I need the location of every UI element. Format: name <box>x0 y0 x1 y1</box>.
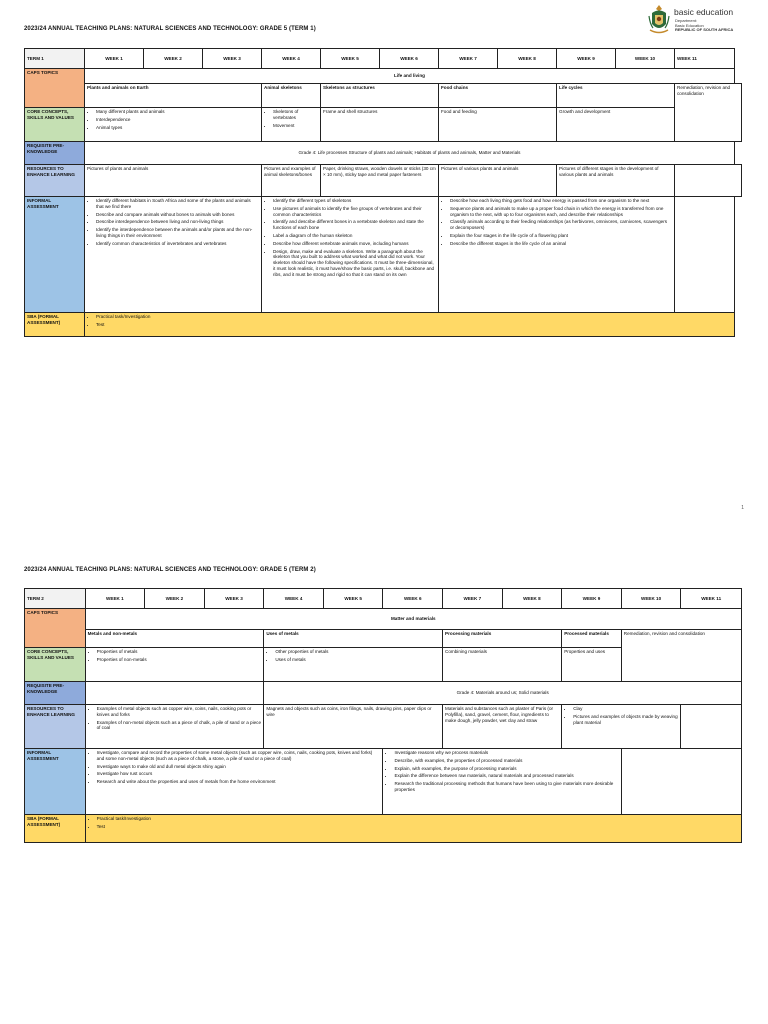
informal-cell <box>85 197 262 313</box>
prereq-empty <box>85 682 264 705</box>
list-item: • Research the traditional processing methods that humans have been using to give materials more desirable properties <box>394 781 618 793</box>
logo-brand: basic education <box>674 7 734 17</box>
topic: Processed materials <box>562 630 622 648</box>
list-item: • Explain, with examples, the purpose of processing materials <box>394 766 618 772</box>
prereq-text: Grade 4: Life processes Structure of plants and animals; Habitats of plants and animals, Matter and Materials <box>85 142 735 165</box>
prereq-text: Grade 4: Materials around us; Solid materials <box>264 682 742 705</box>
resource-cell: Paper, drinking straws, wooden dowels or sticks (30 cm × 10 mm), sticky tape and metal paper fasteners <box>321 165 439 197</box>
week-header: WEEK 7 <box>439 49 498 69</box>
resources-row <box>25 705 742 749</box>
topics-row <box>25 84 742 108</box>
week-header: WEEK 9 <box>557 49 616 69</box>
list-item: • Properties of metals <box>97 649 262 655</box>
core-cell <box>262 108 321 142</box>
sba-row <box>25 313 742 337</box>
caps-topics-label: CAPS TOPICS <box>25 69 85 108</box>
informal-cell <box>85 749 383 815</box>
week-header: WEEK 3 <box>203 49 262 69</box>
resources-row <box>25 165 742 197</box>
list-item: • Practical task/Investigation <box>96 314 732 320</box>
list-item: • Describe the different stages in the life cycle of an animal <box>450 241 672 247</box>
week-header: WEEK 1 <box>85 49 144 69</box>
week-header: WEEK 2 <box>145 589 205 609</box>
list-item: • Practical task/Investigation <box>97 816 739 822</box>
resource-cell-empty <box>681 705 742 749</box>
topic: Uses of metals <box>264 630 443 648</box>
list-item: • Test <box>97 824 739 830</box>
informal-cell-empty <box>621 749 741 815</box>
week-header: WEEK 2 <box>144 49 203 69</box>
informal-label: INFORMAL ASSESSMENT <box>25 197 85 313</box>
term2-table <box>24 588 742 843</box>
strand-row <box>25 609 742 630</box>
resources-label: RESOURCES TO ENHANCE LEARNING <box>25 165 85 197</box>
header-row <box>25 49 742 69</box>
list-item: • Clay <box>573 706 678 712</box>
list-item: • Explain the four stages in the life cycle of a flowering plant <box>450 233 672 239</box>
list-item: • Properties of non-metals <box>97 657 262 663</box>
list-item: • Use pictures of animals to identify the five groups of vertebrates and their common characteristics <box>273 206 436 218</box>
week-header: WEEK 11 <box>675 49 735 69</box>
list-item: • Describe and compare animals without bones to animals with bones <box>96 212 259 218</box>
list-item: • Design, draw, make and evaluate a skeleton. Write a paragraph about the skeleton that you built to address what worked and what did not work. Your skeleton should have the following specifications. It must be three-dimensional, it must look realistic, it must have/show the basic parts, i.e. skull, backbone and ribs, and it must be strong and rigid so that it can stand on its own <box>273 249 436 278</box>
list-item: • Sequence plants and animals to make up a proper food chain in which the energy is transferred from one organism to the next, with up to four organisms each, and describe their relationships <box>450 206 672 218</box>
list-item: • Investigate, compare and record the properties of some metal objects (such as copper wire, coins, nails, cooking pots, knives and forks) and some non-metal objects (such as a piece of chalk, a stone, a pile of sand or a piece of coal) <box>97 750 381 762</box>
resource-cell: Pictures of different stages in the development of various plants and animals <box>557 165 675 197</box>
list-item: • Identify the different types of skeletons <box>273 198 436 204</box>
topic: Metals and non-metals <box>85 630 264 648</box>
list-item: • Pictures and examples of objects made by weaving plant material <box>573 714 678 726</box>
core-cell: Food and feeding <box>439 108 557 142</box>
list-item: • Uses of metals <box>275 657 440 663</box>
list-item: • Other properties of metals <box>275 649 440 655</box>
list-item: • Interdependence <box>96 117 259 123</box>
informal-cell <box>439 197 675 313</box>
week-header: WEEK 4 <box>264 589 324 609</box>
topic: Animal skeletons <box>262 84 321 108</box>
list-item: • Many different plants and animals <box>96 109 259 115</box>
topic: Processing materials <box>443 630 562 648</box>
core-cell <box>264 648 443 682</box>
sba-label: SBA (FORMAL ASSESSMENT) <box>25 815 86 843</box>
list-item: • Animal types <box>96 125 259 131</box>
list-item: • Identify common characteristics of invertebrates and vertebrates <box>96 241 259 247</box>
informal-row <box>25 749 742 815</box>
strand-row <box>25 69 742 84</box>
week-header: WEEK 9 <box>562 589 622 609</box>
resource-cell: Magnets and objects such as coins, iron filings, nails, drawing pins, paper clips or wire <box>264 705 443 749</box>
topic: Life cycles <box>557 84 675 108</box>
week-header: WEEK 10 <box>616 49 675 69</box>
core-cell: Growth and development <box>557 108 675 142</box>
list-item: • Investigate reasons why we process materials <box>394 750 618 756</box>
term2-title: 2023/24 ANNUAL TEACHING PLANS: NATURAL SCIENCES AND TECHNOLOGY: GRADE 5 (TERM 2) <box>24 567 316 573</box>
list-item: • Examples of metal objects such as copper wire, coins, nails, cooking pots or knives and forks <box>97 706 262 718</box>
week-header: WEEK 8 <box>502 589 562 609</box>
informal-row <box>25 197 742 313</box>
list-item: • Identify the interdependence between the animals and/or plants and the non-living things in their environment <box>96 227 259 239</box>
prereq-label: REQUISITE PRE-KNOWLEDGE <box>25 682 86 705</box>
resource-cell: Materials and substances such as plaster of Paris (or Polyfilla), sand, gravel, cement, flour, ingredients to make dough, jelly powder, wet clay and straw <box>443 705 562 749</box>
week-header: WEEK 5 <box>321 49 380 69</box>
informal-cell <box>262 197 439 313</box>
strand: Life and living <box>85 69 735 84</box>
core-cell <box>85 108 262 142</box>
resource-cell <box>562 705 681 749</box>
list-item: • Examples of non-metal objects such as a piece of chalk, a pile of sand or a piece of coal <box>97 720 262 732</box>
term1-title: 2023/24 ANNUAL TEACHING PLANS: NATURAL SCIENCES AND TECHNOLOGY: GRADE 5 (TERM 1) <box>24 26 316 32</box>
strand: Matter and materials <box>85 609 741 630</box>
core-concepts-label: CORE CONCEPTS, SKILLS AND VALUES <box>25 108 85 142</box>
week-header: WEEK 5 <box>323 589 383 609</box>
week-header: WEEK 8 <box>498 49 557 69</box>
list-item: • Identify different habitats in South Africa and some of the plants and animals that we find there <box>96 198 259 210</box>
list-item: • Label a diagram of the human skeleton <box>273 233 436 239</box>
list-item: • Investigate ways to make old and dull metal objects shiny again <box>97 764 381 770</box>
topic: Plants and animals on Earth <box>85 84 262 108</box>
list-item: • Describe how each living thing gets food and how energy is passed from one organism to the next <box>450 198 672 204</box>
list-item: • Test <box>96 322 732 328</box>
sba-cell <box>85 815 741 843</box>
week-header: WEEK 7 <box>443 589 503 609</box>
list-item: • Describe, with examples, the properties of processed materials <box>394 758 618 764</box>
topic: Skeletons as structures <box>321 84 439 108</box>
informal-cell-empty <box>675 197 735 313</box>
topics-row <box>25 630 742 648</box>
list-item: • Describe interdependence between living and non-living things <box>96 219 259 225</box>
coat-of-arms-icon <box>648 4 670 36</box>
list-item: • Explain the difference between raw materials, natural materials and processed materials <box>394 773 618 779</box>
core-cell: Properties and uses <box>562 648 622 682</box>
prereq-label: REQUISITE PRE-KNOWLEDGE <box>25 142 85 165</box>
topic-remediation: Remediation, revision and consolidation <box>675 84 742 142</box>
week-header: WEEK 11 <box>681 589 742 609</box>
list-item: • Classify animals according to their feeding relationships (as herbivores, omnivores, carnivores, scavengers or decomposers) <box>450 219 672 231</box>
logo-country: REPUBLIC OF SOUTH AFRICA <box>675 27 734 32</box>
core-cell: Frame and shell structures <box>321 108 439 142</box>
logo-dept: Department: <box>675 18 698 23</box>
core-row <box>25 108 742 142</box>
caps-topics-label: CAPS TOPICS <box>25 609 86 648</box>
core-cell: Combining materials <box>443 648 562 682</box>
list-item: • Research and write about the properties and uses of metals from the home environment <box>97 779 381 785</box>
logo-dept-name: Basic Education <box>675 22 704 28</box>
informal-cell <box>383 749 621 815</box>
week-header: WEEK 3 <box>204 589 264 609</box>
core-cell <box>85 648 264 682</box>
resource-cell: Pictures and examples of animal skeletons/bones <box>262 165 321 197</box>
resource-cell: Pictures of plants and animals <box>85 165 262 197</box>
resource-cell <box>85 705 264 749</box>
week-header: WEEK 6 <box>383 589 443 609</box>
term-label: TERM 1 <box>25 49 85 69</box>
list-item: • Movement <box>273 123 318 129</box>
resource-cell: Pictures of various plants and animals <box>439 165 557 197</box>
informal-label: INFORMAL ASSESSMENT <box>25 749 86 815</box>
topic-remediation: Remediation, revision and consolidation <box>621 630 741 682</box>
sba-row <box>25 815 742 843</box>
page-number: 1 <box>741 505 744 511</box>
resource-cell-empty <box>675 165 742 197</box>
week-header: WEEK 4 <box>262 49 321 69</box>
week-header: WEEK 6 <box>380 49 439 69</box>
prereq-row <box>25 682 742 705</box>
dbe-logo <box>648 2 758 38</box>
list-item: • Identify and describe different bones in a vertebrate skeleton and state the functions of each bone <box>273 219 436 231</box>
term1-table <box>24 48 742 337</box>
sba-cell <box>85 313 735 337</box>
core-concepts-label: CORE CONCEPTS, SKILLS AND VALUES <box>25 648 86 682</box>
week-header: WEEK 1 <box>85 589 145 609</box>
topic: Food chains <box>439 84 557 108</box>
list-item: • Investigate how rust occurs <box>97 771 381 777</box>
list-item: • Describe how different vertebrate animals move, including humans <box>273 241 436 247</box>
resources-label: RESOURCES TO ENHANCE LEARNING <box>25 705 86 749</box>
term-label: TERM 2 <box>25 589 86 609</box>
sba-label: SBA (FORMAL ASSESSMENT) <box>25 313 85 337</box>
prereq-row <box>25 142 742 165</box>
header-row <box>25 589 742 609</box>
list-item: • Skeletons of vertebrates <box>273 109 318 121</box>
week-header: WEEK 10 <box>621 589 681 609</box>
